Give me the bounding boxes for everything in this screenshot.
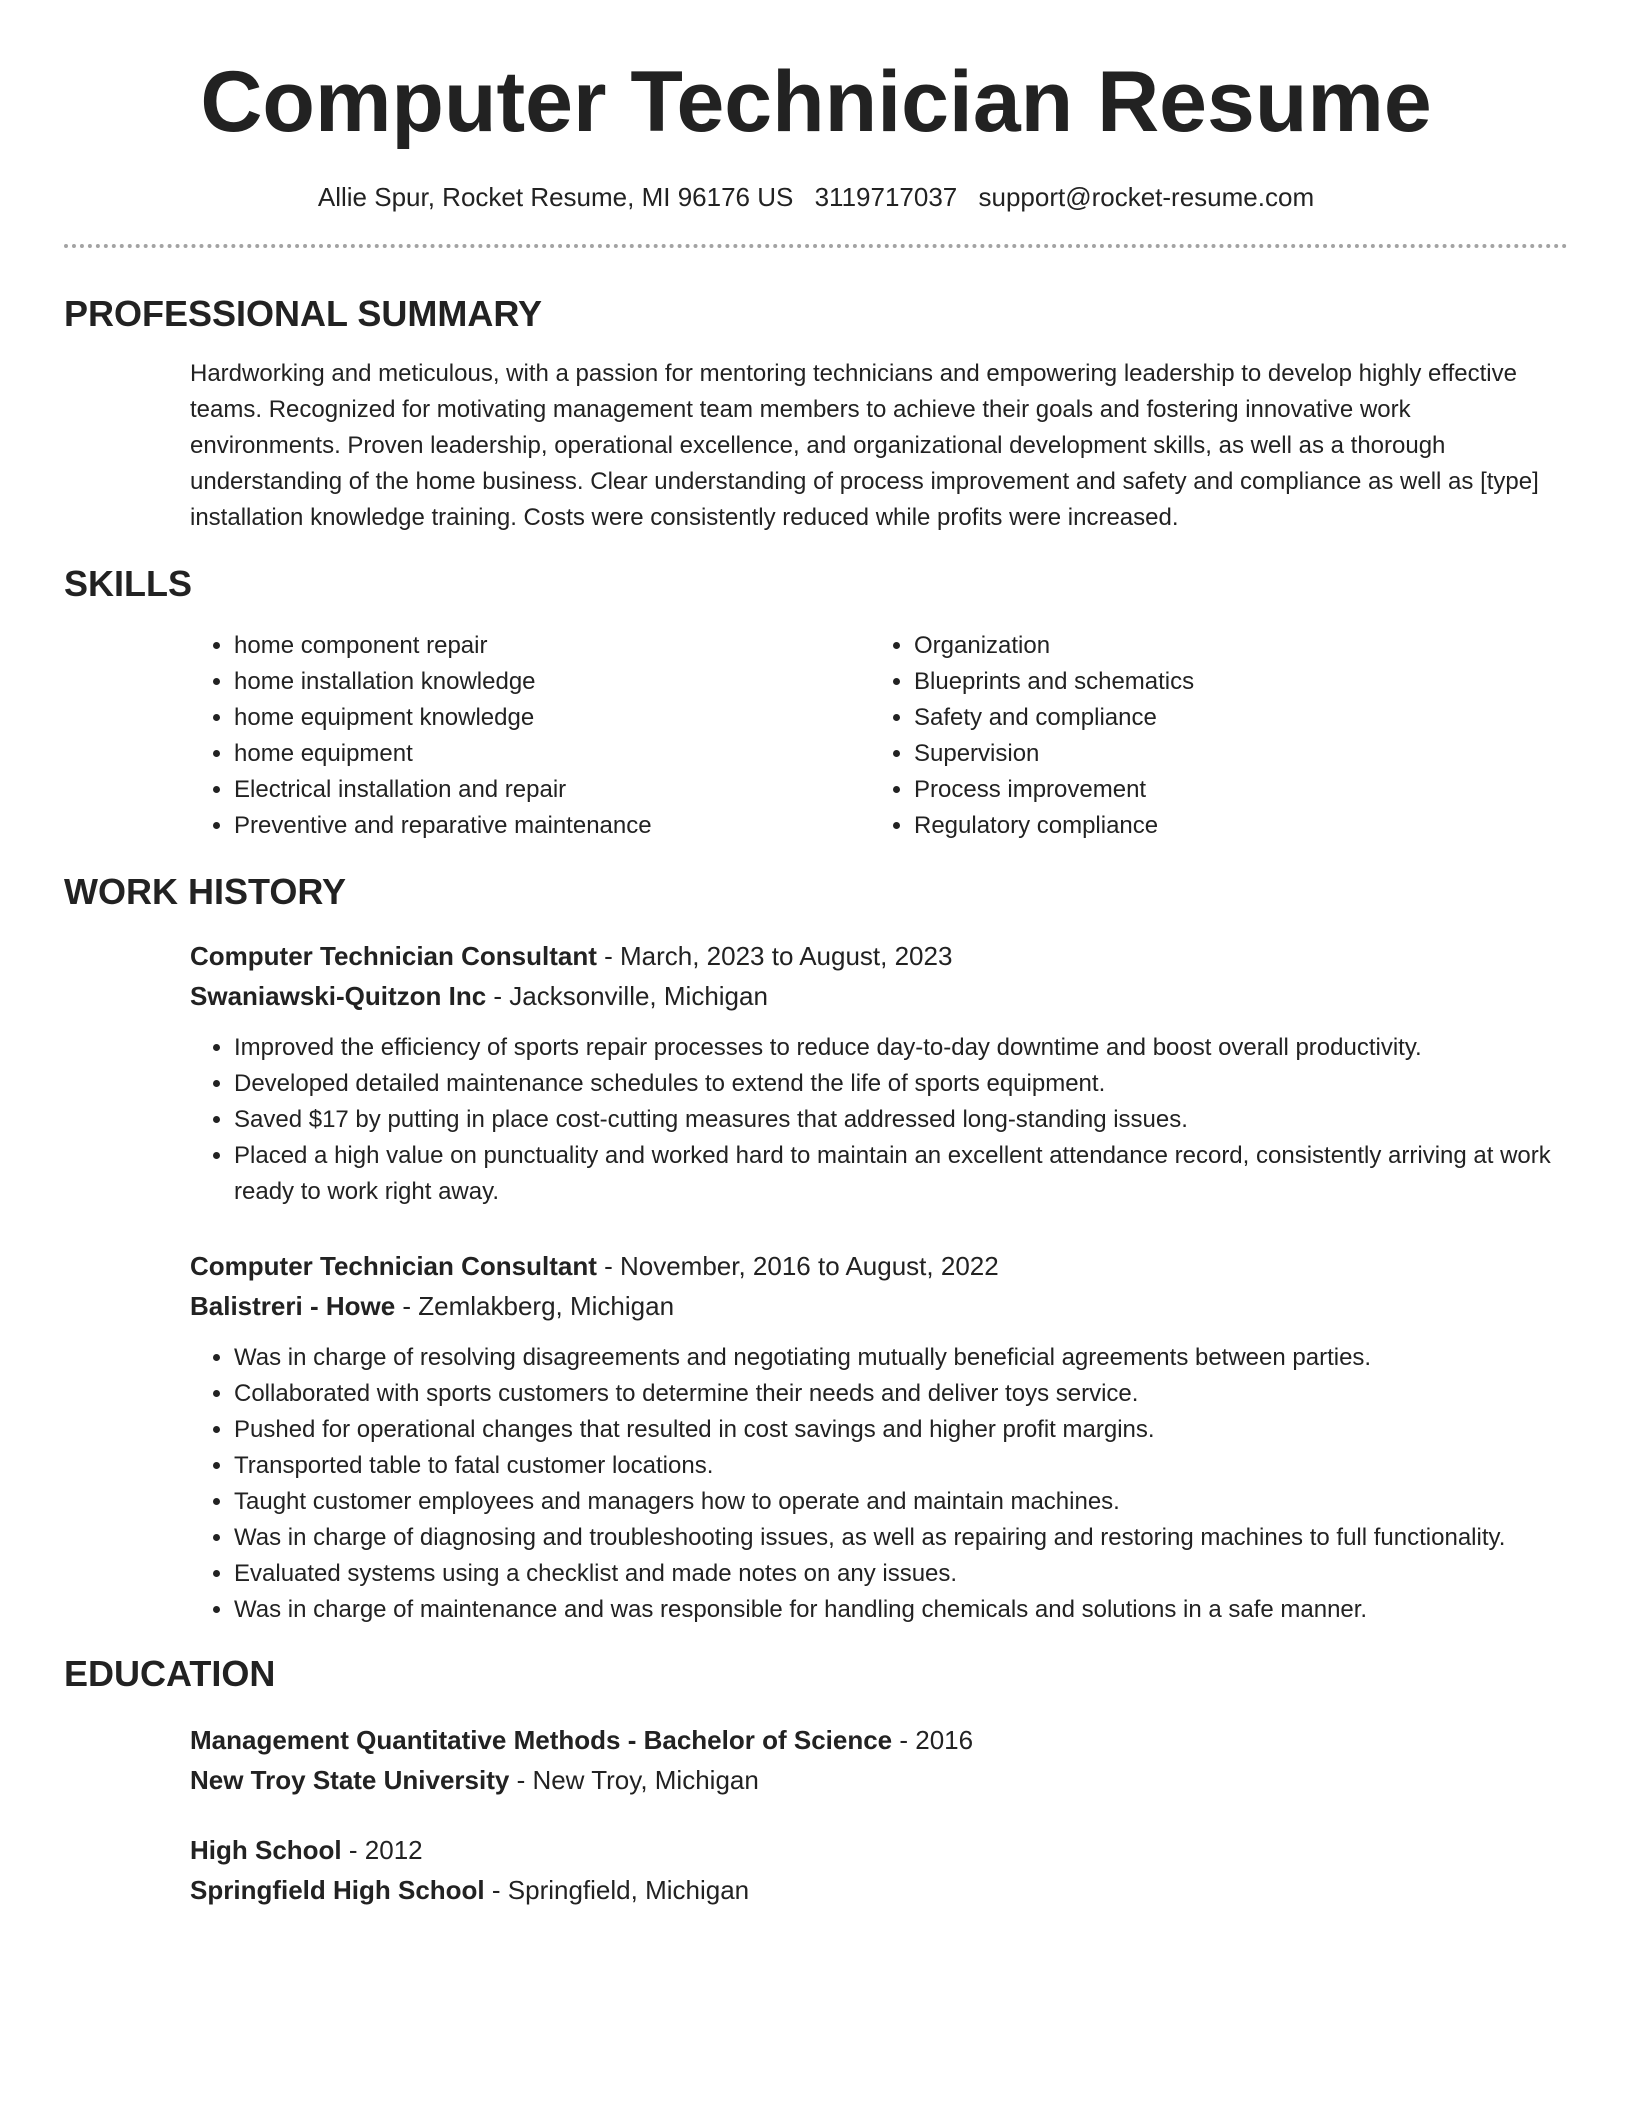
contact-phone: 3119717037 xyxy=(814,182,958,212)
education-year: - 2012 xyxy=(341,1835,423,1865)
skill-item: • Organization xyxy=(914,628,1550,664)
education-school: Springfield High School xyxy=(190,1875,485,1905)
job-company: Balistreri - Howe xyxy=(190,1291,396,1321)
skill-item: • Supervision xyxy=(914,736,1550,772)
skill-item: • home installation knowledge xyxy=(234,664,870,700)
job-location: - Jacksonville, Michigan xyxy=(486,981,768,1011)
education-location: - Springfield, Michigan xyxy=(484,1875,750,1905)
summary-body xyxy=(190,356,1568,536)
skill-item: • Electrical installation and repair xyxy=(234,772,870,808)
contact-address: Allie Spur, Rocket Resume, MI 96176 US xyxy=(317,182,794,212)
job-bullet: • Was in charge of resolving disagreements and negotiating mutually beneficial agreements between parties. xyxy=(234,1340,1568,1376)
education-degree: High School xyxy=(190,1835,342,1865)
education-section xyxy=(64,1652,1568,1910)
job-bullets xyxy=(190,1030,1568,1210)
header-divider xyxy=(64,244,1568,248)
job-dates: - November, 2016 to August, 2022 xyxy=(596,1251,999,1281)
job-bullet: • Transported table to fatal customer locations. xyxy=(234,1448,1568,1484)
job-dates: - March, 2023 to August, 2023 xyxy=(596,941,953,971)
skills-heading: SKILLS xyxy=(64,563,193,604)
education-year: - 2016 xyxy=(892,1725,974,1755)
summary-heading: PROFESSIONAL SUMMARY xyxy=(64,293,543,334)
education-degree-line xyxy=(190,1720,1568,1760)
skill-item: • Preventive and reparative maintenance xyxy=(234,808,870,844)
education-entry xyxy=(190,1720,1568,1800)
job-entry xyxy=(190,1246,1568,1628)
skill-item: • Process improvement xyxy=(914,772,1550,808)
skills-list-left xyxy=(190,628,870,844)
job-bullet: • Pushed for operational changes that resulted in cost savings and higher profit margins. xyxy=(234,1412,1568,1448)
education-entry xyxy=(190,1830,1568,1910)
education-degree: Management Quantitative Methods - Bachelor of Science xyxy=(190,1725,893,1755)
education-heading: EDUCATION xyxy=(64,1653,276,1694)
education-body xyxy=(190,1720,1568,1910)
job-title-line xyxy=(190,1246,1568,1286)
job-bullet: • Saved $17 by putting in place cost-cutting measures that addressed long-standing issues. xyxy=(234,1102,1568,1138)
contact-email: support@rocket-resume.com xyxy=(978,182,1315,212)
skills-list-right xyxy=(870,628,1550,844)
summary-section xyxy=(64,292,1568,536)
job-bullet: • Placed a high value on punctuality and worked hard to maintain an excellent attendance record, consistently arriving at work ready to work right away. xyxy=(234,1138,1568,1210)
job-title: Computer Technician Consultant xyxy=(190,941,597,971)
job-entry xyxy=(190,936,1568,1210)
work-history-body xyxy=(190,936,1568,1628)
skill-item: • Safety and compliance xyxy=(914,700,1550,736)
job-bullet: • Taught customer employees and managers how to operate and maintain machines. xyxy=(234,1484,1568,1520)
summary-text: Hardworking and meticulous, with a passion for mentoring technicians and empowering leadership to develop highly effective teams. Recognized for motivating management team members to achieve their goals and fostering innovative work environments. Proven leadership, operational excellence, and organizational development skills, as well as a thorough understanding of the home business. Clear understanding of process improvement and safety and compliance as well as [type] installation knowledge training. Costs were consistently reduced while profits were increased. xyxy=(190,360,1539,531)
job-company: Swaniawski-Quitzon Inc xyxy=(190,981,487,1011)
education-degree-line xyxy=(190,1830,1568,1870)
job-bullets xyxy=(190,1340,1568,1628)
job-bullet: • Was in charge of maintenance and was responsible for handling chemicals and solutions in a safe manner. xyxy=(234,1592,1568,1628)
job-bullet: • Collaborated with sports customers to determine their needs and deliver toys service. xyxy=(234,1376,1568,1412)
skills-grid xyxy=(190,628,1568,844)
contact-line xyxy=(64,180,1568,214)
skills-column-left xyxy=(190,628,870,844)
skills-column-right xyxy=(870,628,1550,844)
job-bullet: • Was in charge of diagnosing and troubleshooting issues, as well as repairing and restoring machines to full functionality. xyxy=(234,1520,1568,1556)
skill-item: • home component repair xyxy=(234,628,870,664)
education-school-line xyxy=(190,1870,1568,1910)
skill-item: • Regulatory compliance xyxy=(914,808,1550,844)
skill-item: • Blueprints and schematics xyxy=(914,664,1550,700)
job-bullet: • Evaluated systems using a checklist and made notes on any issues. xyxy=(234,1556,1568,1592)
work-history-heading: WORK HISTORY xyxy=(64,871,347,912)
education-school: New Troy State University xyxy=(190,1765,510,1795)
job-bullet: • Developed detailed maintenance schedules to extend the life of sports equipment. xyxy=(234,1066,1568,1102)
education-location: - New Troy, Michigan xyxy=(509,1765,759,1795)
resume-title: Computer Technician Resume xyxy=(200,54,1432,150)
job-title-line xyxy=(190,936,1568,976)
work-history-section xyxy=(64,870,1568,1628)
skills-section xyxy=(64,562,1568,844)
job-title: Computer Technician Consultant xyxy=(190,1251,597,1281)
job-bullet: • Improved the efficiency of sports repair processes to reduce day-to-day downtime and boost overall productivity. xyxy=(234,1030,1568,1066)
education-school-line xyxy=(190,1760,1568,1800)
skill-item: • home equipment knowledge xyxy=(234,700,870,736)
job-company-line xyxy=(190,1286,1568,1326)
skill-item: • home equipment xyxy=(234,736,870,772)
job-company-line xyxy=(190,976,1568,1016)
job-location: - Zemlakberg, Michigan xyxy=(395,1291,675,1321)
